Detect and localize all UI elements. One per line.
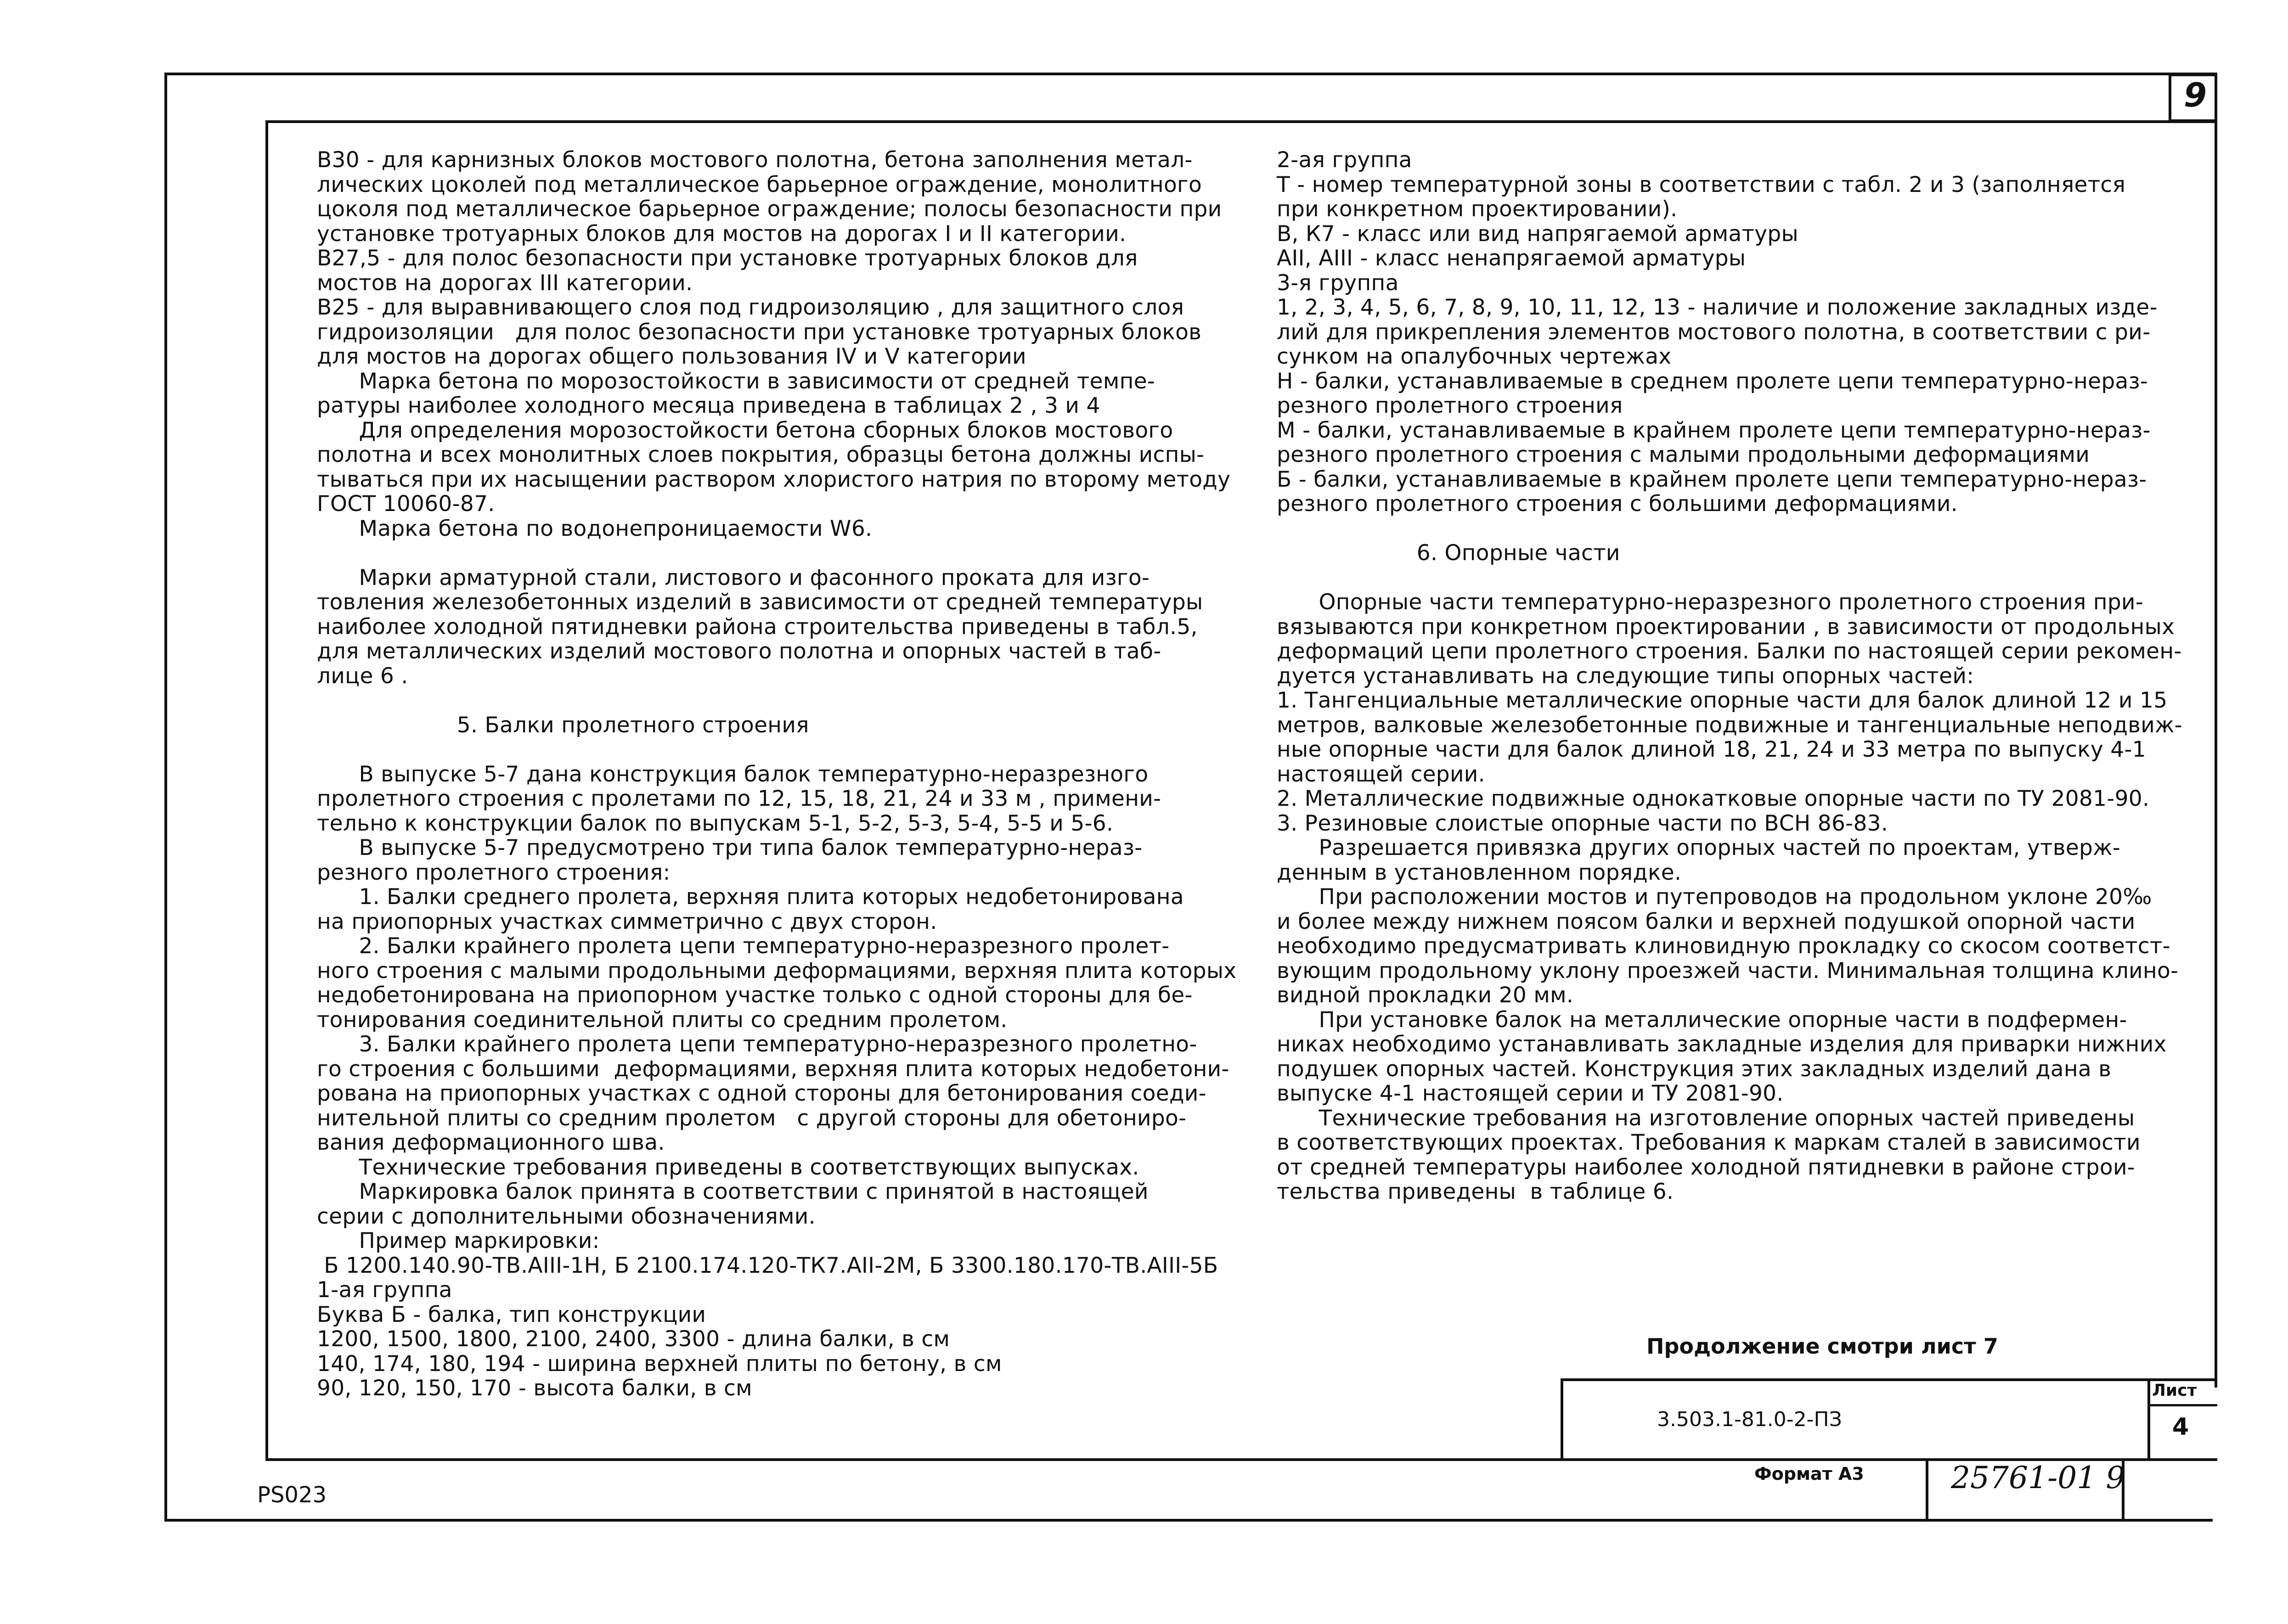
text-line: сунком на опалубочных чертежах — [1277, 344, 1672, 369]
text-line: Пример маркировки: — [317, 1228, 600, 1253]
text-line: Для определения морозостойкости бетона сборных блоков мостового — [317, 417, 1173, 443]
text-line: В27,5 - для полос безопасности при установке тротуарных блоков для — [317, 246, 1138, 271]
corner-code: PS023 — [257, 1482, 327, 1508]
text-line — [317, 737, 1236, 762]
text-line — [1277, 566, 2182, 590]
text-line: Технические требования приведены в соответствующих выпусках. — [317, 1154, 1139, 1180]
text-line: в соответствующих проектах. Требования к маркам сталей в зависимости — [1277, 1130, 2141, 1155]
text-line: на приопорных участках симметрично с двух сторон. — [317, 909, 937, 934]
text-line: нительной плиты со средним пролетом с другой стороны для обетониро- — [317, 1105, 1187, 1131]
text-line: Б - балки, устанавливаемые в крайнем пролете цепи температурно-нераз- — [1277, 466, 2147, 492]
text-line: тельства приведены в таблице 6. — [1277, 1179, 1674, 1204]
text-line: Технические требования на изготовление опорных частей приведены — [1277, 1105, 2135, 1131]
text-line: деформаций цепи пролетного строения. Балки по настоящей серии рекомен- — [1277, 639, 2182, 664]
text-line: резного пролетного строения с малыми продольными деформациями — [1277, 442, 2090, 467]
text-line: 1-ая группа — [317, 1277, 452, 1303]
text-line: и более между нижнем поясом балки и верхней подушкой опорной части — [1277, 909, 2136, 934]
text-line: Буква Б - балка, тип конструкции — [317, 1302, 706, 1327]
text-line: тываться при их насыщении раствором хлористого натрия по второму методу — [317, 466, 1231, 492]
continuation-note: Продолжение смотри лист 7 — [1646, 1334, 1998, 1359]
text-line: В, К7 - класс или вид напрягаемой арматуры — [1277, 221, 1798, 247]
text-line: выпуске 4-1 настоящей серии и ТУ 2081-90. — [1277, 1081, 1784, 1106]
text-line: М - балки, устанавливаемые в крайнем пролете цепи температурно-нераз- — [1277, 417, 2151, 443]
text-line: 1. Балки среднего пролета, верхняя плита которых недобетонирована — [317, 884, 1184, 910]
text-line: подушек опорных частей. Конструкция этих закладных изделий дана в — [1277, 1056, 2112, 1082]
text-line: полотна и всех монолитных слоев покрытия, образцы бетона должны испы- — [317, 442, 1205, 467]
text-line: метров, валковые железобетонные подвижные и тангенциальные неподвиж- — [1277, 712, 2183, 738]
text-line: 1200, 1500, 1800, 2100, 2400, 3300 - длина балки, в см — [317, 1326, 950, 1352]
text-line: вания деформационного шва. — [317, 1130, 665, 1155]
text-line: недобетонирована на приопорном участке только с одной стороны для бе- — [317, 983, 1193, 1008]
text-line: мостов на дорогах III категории. — [317, 270, 693, 296]
text-line: тонирования соединительной плиты со средним пролетом. — [317, 1007, 1008, 1033]
text-line: вующим продольному уклону проезжей части. Минимальная толщина клино- — [1277, 958, 2179, 983]
titleblock-sheet-header-line — [2147, 1404, 2217, 1406]
text-line: Марки арматурной стали, листового и фасонного проката для изго- — [317, 565, 1150, 590]
text-line: от средней температуры наиболее холодной пятидневки в районе строи- — [1277, 1154, 2136, 1180]
text-line: ратуры наиболее холодного месяца приведена в таблицах 2 , 3 и 4 — [317, 393, 1100, 418]
text-line: никах необходимо устанавливать закладные изделия для приварки нижних — [1277, 1032, 2167, 1057]
text-line — [317, 541, 1236, 566]
text-line: настоящей серии. — [1277, 761, 1485, 787]
text-line: вязываются при конкретном проектировании , в зависимости от продольных — [1277, 614, 2175, 640]
text-line: серии с дополнительными обозначениями. — [317, 1203, 816, 1229]
sheet-label: Лист — [2152, 1381, 2197, 1400]
right-text-column — [1277, 148, 2182, 1204]
titleblock-top — [1561, 1378, 2217, 1381]
text-line: лице 6 . — [317, 663, 408, 689]
text-line: резного пролетного строения: — [317, 860, 671, 885]
document-designation: 3.503.1-81.0-2-ПЗ — [1657, 1408, 1842, 1431]
page-number: 9 — [2184, 76, 2207, 114]
text-line: При расположении мостов и путепроводов на продольном уклоне 20‰ — [1277, 884, 2152, 910]
text-line: Разрешается привязка других опорных частей по проектам, утверж- — [1277, 835, 2121, 860]
outer-border-left — [164, 73, 167, 1521]
text-line: для металлических изделий мостового полотна и опорных частей в таб- — [317, 639, 1161, 664]
text-line: Маркировка балок принята в соответствии с принятой в настоящей — [317, 1179, 1149, 1204]
text-line: Марка бетона по морозостойкости в зависимости от средней темпе- — [317, 368, 1155, 394]
text-line: 2-ая группа — [1277, 147, 1412, 173]
text-line: денным в установленном порядке. — [1277, 860, 1682, 885]
text-line: резного пролетного строения — [1277, 393, 1623, 418]
inner-border-left — [265, 120, 268, 1461]
text-line: 3. Балки крайнего пролета цепи температурно-неразрезного пролетно- — [317, 1032, 1197, 1057]
text-line: Марка бетона по водонепроницаемости W6. — [317, 516, 873, 541]
text-line: видной прокладки 20 мм. — [1277, 983, 1574, 1008]
text-line: 3-я группа — [1277, 270, 1399, 296]
sheet-number: 4 — [2172, 1413, 2189, 1441]
text-line: Опорные части температурно-неразрезного пролетного строения при- — [1277, 590, 2144, 615]
text-line: ГОСТ 10060-87. — [317, 491, 495, 517]
stamp-number: 25761-01 9 — [1951, 1460, 2125, 1495]
text-line: 140, 174, 180, 194 - ширина верхней плиты по бетону, в см — [317, 1351, 1002, 1377]
text-line: лических цоколей под металлическое барьерное ограждение, монолитного — [317, 172, 1202, 197]
text-line: В выпуске 5-7 предусмотрено три типа балок температурно-нераз- — [317, 835, 1143, 860]
text-line: В выпуске 5-7 дана конструкция балок температурно-неразрезного — [317, 761, 1149, 787]
titleblock-left — [1561, 1378, 1563, 1461]
left-text-column — [317, 148, 1236, 1401]
outer-border-top — [164, 73, 2217, 75]
outer-border-bottom — [164, 1519, 2213, 1522]
text-line: при конкретном проектировании). — [1277, 197, 1678, 222]
text-line: При установке балок на металлические опорные части в подфермен- — [1277, 1007, 2127, 1033]
text-line: Н - балки, устанавливаемые в среднем пролете цепи температурно-нераз- — [1277, 368, 2148, 394]
text-line: резного пролетного строения с большими деформациями. — [1277, 491, 1958, 517]
text-line: 1. Тангенциальные металлические опорные части для балок длиной 12 и 15 — [1277, 688, 2168, 713]
text-line: пролетного строения с пролетами по 12, 15, 18, 21, 24 и 33 м , примени- — [317, 786, 1161, 811]
text-line — [1277, 517, 2182, 541]
text-line: 3. Резиновые слоистые опорные части по ВСН 86-83. — [1277, 810, 1888, 836]
text-line: гидроизоляции для полос безопасности при установке тротуарных блоков — [317, 319, 1202, 345]
text-line: 1, 2, 3, 4, 5, 6, 7, 8, 9, 10, 11, 12, 13 - наличие и положение закладных изде- — [1277, 295, 2158, 320]
text-line: необходимо предусматривать клиновидную прокладку со скосом соответст- — [1277, 933, 2170, 959]
text-line: наиболее холодной пятидневки района строительства приведены в табл.5, — [317, 614, 1198, 640]
text-line: цоколя под металлическое барьерное ограждение; полосы безопасности при — [317, 197, 1222, 222]
text-line: ного строения с малыми продольными деформациями, верхняя плита которых — [317, 958, 1237, 983]
text-line: дуется устанавливать на следующие типы опорных частей: — [1277, 663, 1974, 689]
text-line: 5. Балки пролетного строения — [317, 712, 809, 738]
inner-border-right — [2215, 74, 2217, 1388]
text-line: 2. Металлические подвижные однокатковые опорные части по ТУ 2081-90. — [1277, 786, 2150, 811]
text-line — [317, 688, 1236, 713]
text-line: Т - номер температурной зоны в соответствии с табл. 2 и 3 (заполняется — [1277, 172, 2126, 197]
inner-border-bottom — [265, 1458, 2217, 1461]
titleblock-sheet-divider — [2147, 1378, 2150, 1461]
inner-border-top — [265, 120, 2217, 123]
text-line: В25 - для выравнивающего слоя под гидроизоляцию , для защитного слоя — [317, 295, 1184, 320]
text-line: 90, 120, 150, 170 - высота балки, в см — [317, 1376, 752, 1401]
format-label: Формат А3 — [1754, 1464, 1864, 1484]
text-line: ные опорные части для балок длиной 18, 21, 24 и 33 метра по выпуску 4-1 — [1277, 737, 2146, 762]
text-line: го строения с большими деформациями, верхняя плита которых недобетони- — [317, 1056, 1229, 1082]
text-line: установке тротуарных блоков для мостов на дорогах I и II категории. — [317, 221, 1127, 247]
stamp-divider-1 — [1926, 1458, 1928, 1522]
text-line: товления железобетонных изделий в зависимости от средней температуры — [317, 590, 1203, 615]
text-line: АII, АIII - класс ненапрягаемой арматуры — [1277, 246, 1746, 271]
text-line: тельно к конструкции балок по выпускам 5-1, 5-2, 5-3, 5-4, 5-5 и 5-6. — [317, 810, 1114, 836]
text-line: рована на приопорных участках с одной стороны для бетонирования соеди- — [317, 1081, 1206, 1106]
text-line: лий для прикрепления элементов мостового полотна, в соответствии с ри- — [1277, 319, 2151, 345]
text-line: 2. Балки крайнего пролета цепи температурно-неразрезного пролет- — [317, 933, 1170, 959]
text-line: для мостов на дорогах общего пользования IV и V категории — [317, 344, 1026, 369]
text-line: Б 1200.140.90-ТВ.АIII-1Н, Б 2100.174.120-ТК7.АII-2М, Б 3300.180.170-ТВ.АIII-5Б — [317, 1253, 1218, 1278]
text-line: 6. Опорные части — [1277, 540, 1620, 566]
text-line: В30 - для карнизных блоков мостового полотна, бетона заполнения метал- — [317, 147, 1193, 173]
